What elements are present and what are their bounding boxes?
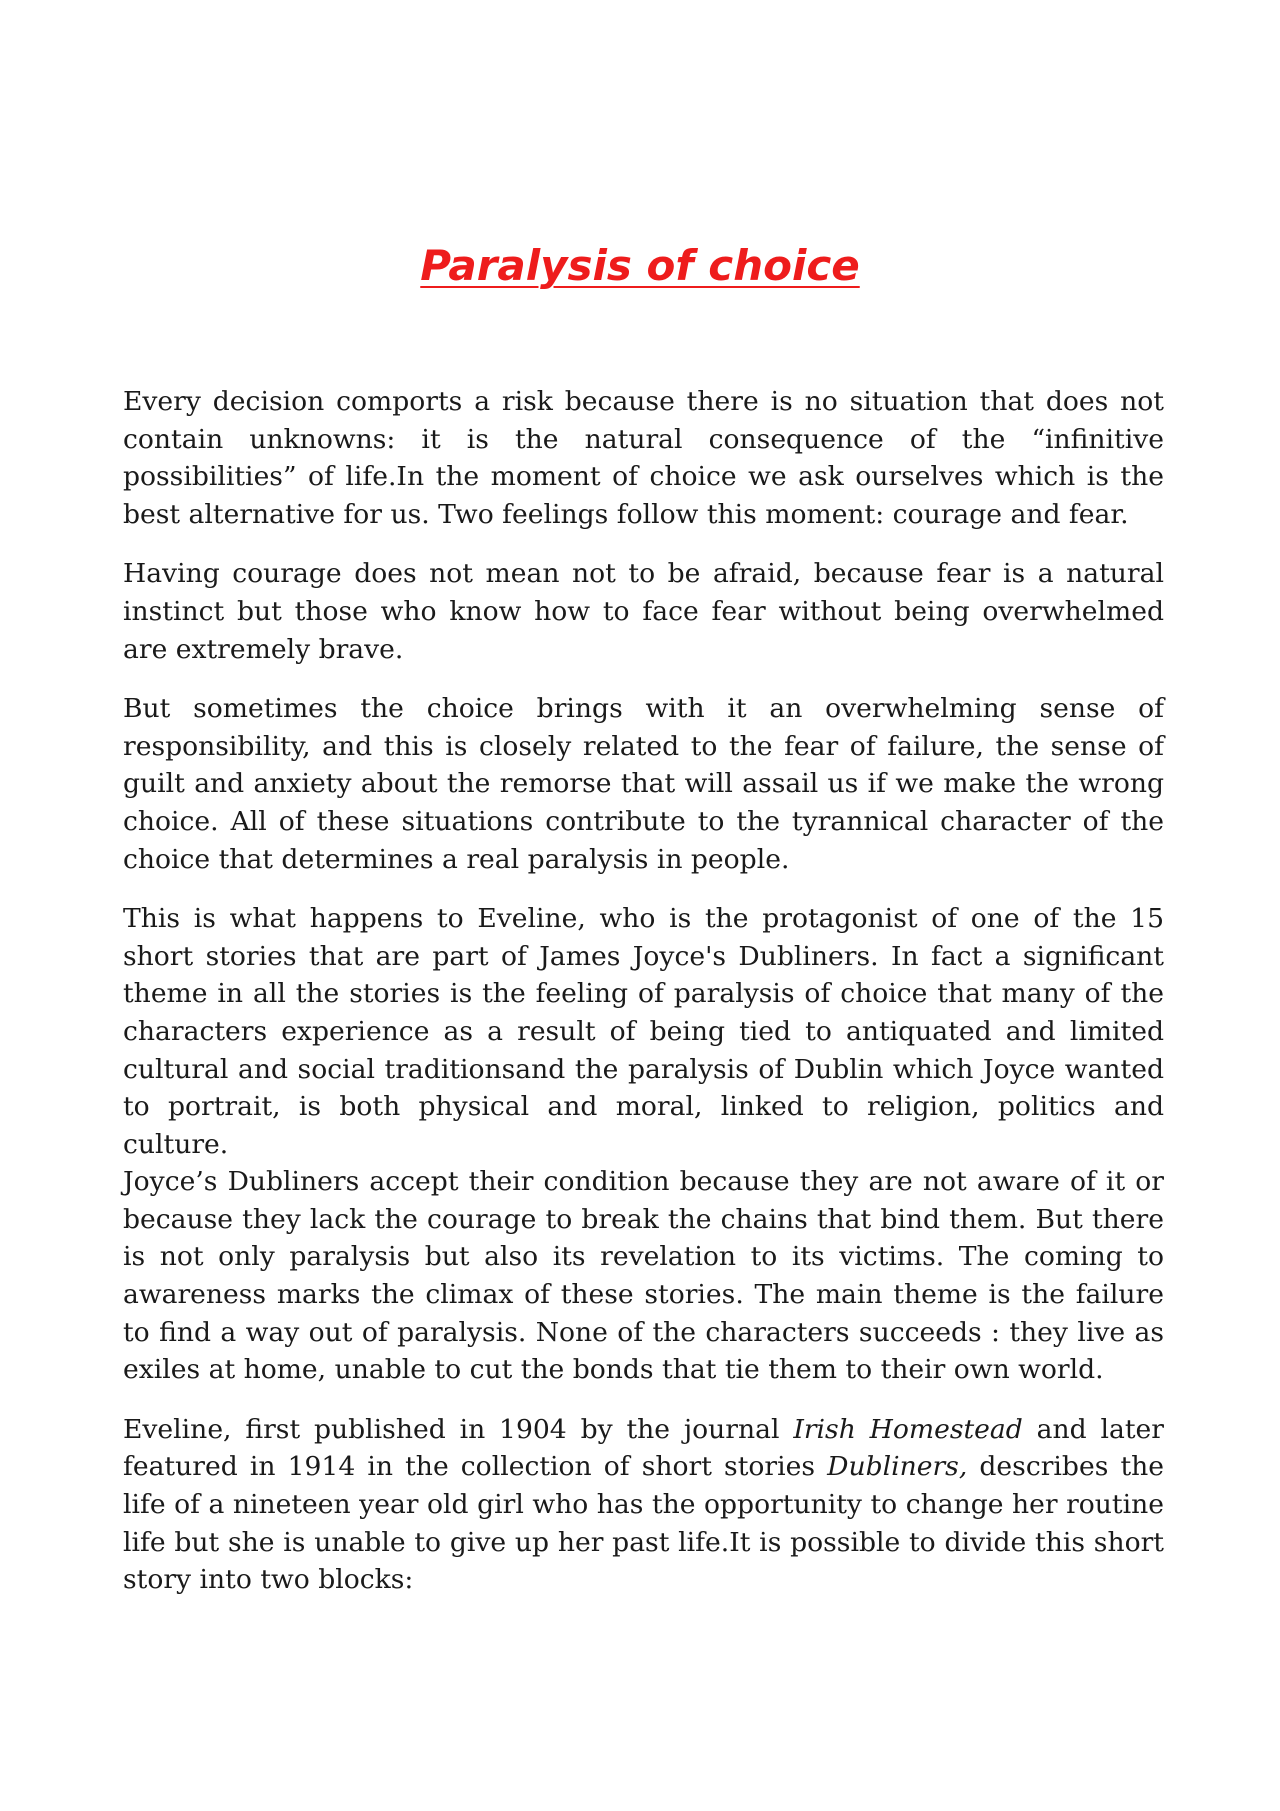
paragraph-5-middle: and later featured in 1914 in the collection of short stories [123, 1413, 1165, 1483]
paragraph-5 [123, 1411, 1164, 1599]
paragraph-4-part-2: Joyce’s Dubliners accept their condition because they are not aware of it or because they lack the courage to break the chains that bind them. But there is not only paralysis but also its revelation to its victims. The coming to awareness marks the climax of these stories. The main theme is the failure to find a way out of paralysis. None of the characters succeeds : they live as exiles at home, unable to cut the bonds that tie them to their own world. [123, 1166, 1164, 1386]
paragraph-4-part-1: This is what happens to Eveline, who is the protagonist of one of the 15 short stories that are part of James Joyce's Dubliners. In fact a significant theme in all the stories is the feeling of paralysis of choice that many of the characters experience as a result of being tied to antiquated and limited cultural and social traditionsand the paralysis of Dublin which Joyce wanted to portrait, is both physical and moral, linked to religion, politics and culture. [123, 903, 1164, 1160]
paragraph-5-intro: Eveline, first published in 1904 by the journal [123, 1413, 794, 1445]
paragraph-2: Having courage does not mean not to be afraid, because fear is a natural instinct but those who know how to face fear without being overwhelmed are extremely brave. [123, 558, 1164, 665]
paragraph-1: Every decision comports a risk because there is no situation that does not contain unknowns: it is the natural consequence of the “infinitive possibilities” of life.In the moment of choice we ask ourselves which is the best alternative for us. Two feelings follow this moment: courage and fear. [123, 386, 1164, 530]
document-title: Paralysis of choice [420, 241, 860, 290]
collection-title: Dubliners, [827, 1451, 968, 1483]
paragraph-5-end: describes the life of a nineteen year old girl who has the opportunity to change her routine life but she is unable to give up her past life.It is possible to divide this short story into two blocks: [123, 1451, 1165, 1596]
paragraph-4 [123, 900, 1164, 1389]
journal-title: Irish Homestead [793, 1413, 1023, 1445]
document-body [123, 383, 1164, 1621]
paragraph-3: But sometimes the choice brings with it an overwhelming sense of responsibility, and this is closely related to the fear of failure, the sense of guilt and anxiety about the remorse that will assail us if we make the wrong choice. All of these situations contribute to the tyrannical character of the choice that determines a real paralysis in people. [123, 693, 1164, 875]
